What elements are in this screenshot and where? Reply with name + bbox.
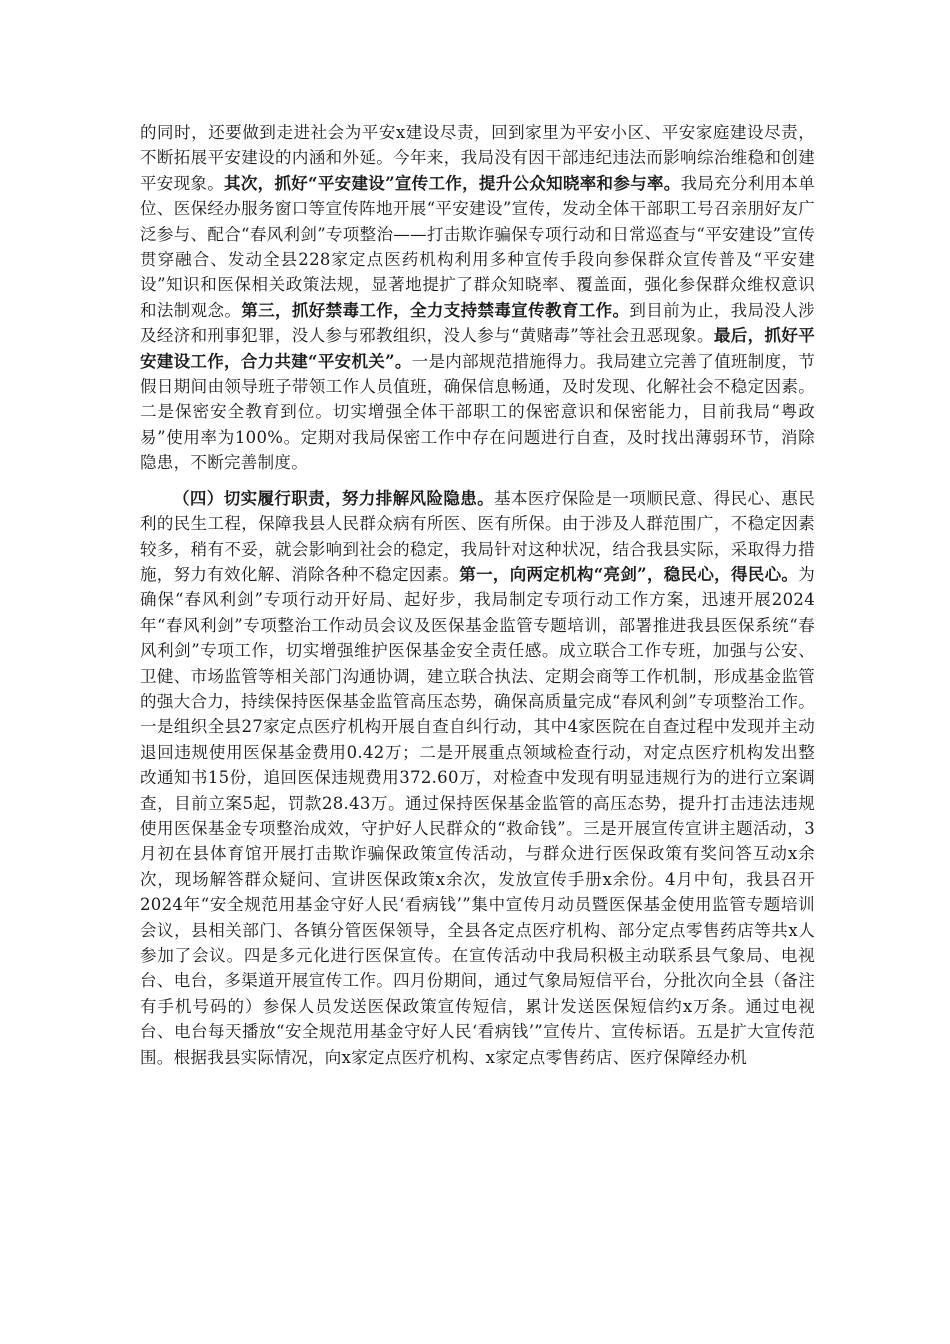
paragraph-1-heading-third: 第三，抓好禁毒工作，全力支持禁毒宣传教育工作。 (241, 300, 630, 320)
paragraph-1-run-7: 一是内部规范措施得力。我局建立完善了值班制度，节假日期间由领导班子带领工作人员值班，确保信息畅通，及时发现、化解社会不稳定因素。二是保密安全教育到位。切实增强全体干部职工的保密意识和保密能力，目前我局“粤政易”使用率为100%。定期对我局保密工作中存在问题进行自查，及时找出薄弱环节，消除隐患，不断完善制度。 (140, 351, 815, 473)
paragraph-2 (140, 486, 815, 1070)
paragraph-1-heading-second: 其次，抓好“平安建设”宣传工作，提升公众知晓率和参与率。 (224, 173, 681, 193)
paragraph-2-run-4: 为确保“春风利剑”专项行动开好局、起好步，我局制定专项行动工作方案，迅速开展2024年“春风利剑”专项整治工作动员会议及医保基金监管专题培训，部署推进我县医保系统“春风利剑”专项工作，切实增强维护医保基金安全责任感。成立联合工作专班，加强与公安、卫健、市场监管等相关部门沟通协调，建立联合执法、定期会商等工作机制，形成基金监管的强大合力，持续保持医保基金监管高压态势，确保高质量完成“春风利剑”专项整治工作。一是组织全县27家定点医疗机构开展自查自纠行动，其中4家医院在自查过程中发现并主动退回违规使用医保基金费用0.42万；二是开展重点领域检查行动，对定点医疗机构发出整改通知书15份，追回医保违规费用372.60万，对检查中发现有明显违规行为的进行立案调查，目前立案5起，罚款28.43万。通过保持医保基金监管的高压态势，提升打击违法违规使用医保基金专项整治成效，守护好人民群众的“救命钱”。三是开展宣传宣讲主题活动，3月初在县体育馆开展打击欺诈骗保政策宣传活动，与群众进行医保政策有奖问答互动x余次，现场解答群众疑问、宣讲医保政策x余次，发放宣传手册x余份。4月中旬，我县召开2024年“安全规范用基金守好人民‘看病钱’”集中宣传月动员暨医保基金使用监管专题培训会议，县相关部门、各镇分管医保领导，全县各定点医疗机构、部分定点零售药店等共x人参加了会议。四是多元化进行医保宣传。在宣传活动中我局积极主动联系县气象局、电视台、电台，多渠道开展宣传工作。四月份期间，通过气象局短信平台，分批次向全县（备注有手机号码的）参保人员发送医保政策宣传短信，累计发送医保短信约x万条。通过电视台、电台每天播放“安全规范用基金守好人民‘看病钱’”宣传片、宣传标语。五是扩大宣传范围。根据我县实际情况，向x家定点医疗机构、x家定点零售药店、医疗保障经办机 (140, 564, 815, 1067)
paragraph-1-run-1: 的同时，还要做到走进社会为平安x建设尽责，回到家里为平安小区、平安家庭建设尽责，不断拓展平安建设的内涵和外延。今年来，我局没有因干部违纪违法而影响综治维稳和创建平安现象。 (140, 123, 815, 193)
paragraph-1-run-3: 我局充分利用本单位、医保经办服务窗口等宣传阵地开展“平安建设”宣传，发动全体干部职工号召亲朋好友广泛参与、配合“春风利剑”专项整治——打击欺诈骗保专项行动和日常巡查与“平安建设”宣传贯穿融合、发动全县228家定点医药机构利用多种宣传手段向参保群众宣传普及“平安建设”知识和医保相关政策法规，显著地提扩了群众知晓率、覆盖面，强化参保群众维权意识和法制观念。 (140, 173, 815, 320)
section-4-heading: （四）切实履行职责，努力排解风险隐患。 (173, 488, 495, 508)
paragraph-1-run-5: 到目前为止，我局没人涉及经济和刑事犯罪，没人参与邪教组织，没人参与“黄赌毒”等社会丑恶现象。 (140, 300, 815, 346)
paragraph-1-heading-last: 最后，抓好平安建设工作，合力共建“平安机关”。 (140, 326, 815, 371)
document-page (140, 120, 815, 1070)
paragraph-1 (140, 120, 815, 476)
paragraph-2-heading-first: 第一，向两定机构“亮剑”，稳民心，得民心。 (459, 564, 799, 584)
paragraph-2-run-2: 基本医疗保险是一项顺民意、得民心、惠民利的民生工程，保障我县人民群众病有所医、医有所保。由于涉及人群范围广，不稳定因素较多，稍有不妥，就会影响到社会的稳定，我局针对这种状况，结合我县实际，采取得力措施，努力有效化解、消除各种不稳定因素。 (140, 488, 815, 584)
